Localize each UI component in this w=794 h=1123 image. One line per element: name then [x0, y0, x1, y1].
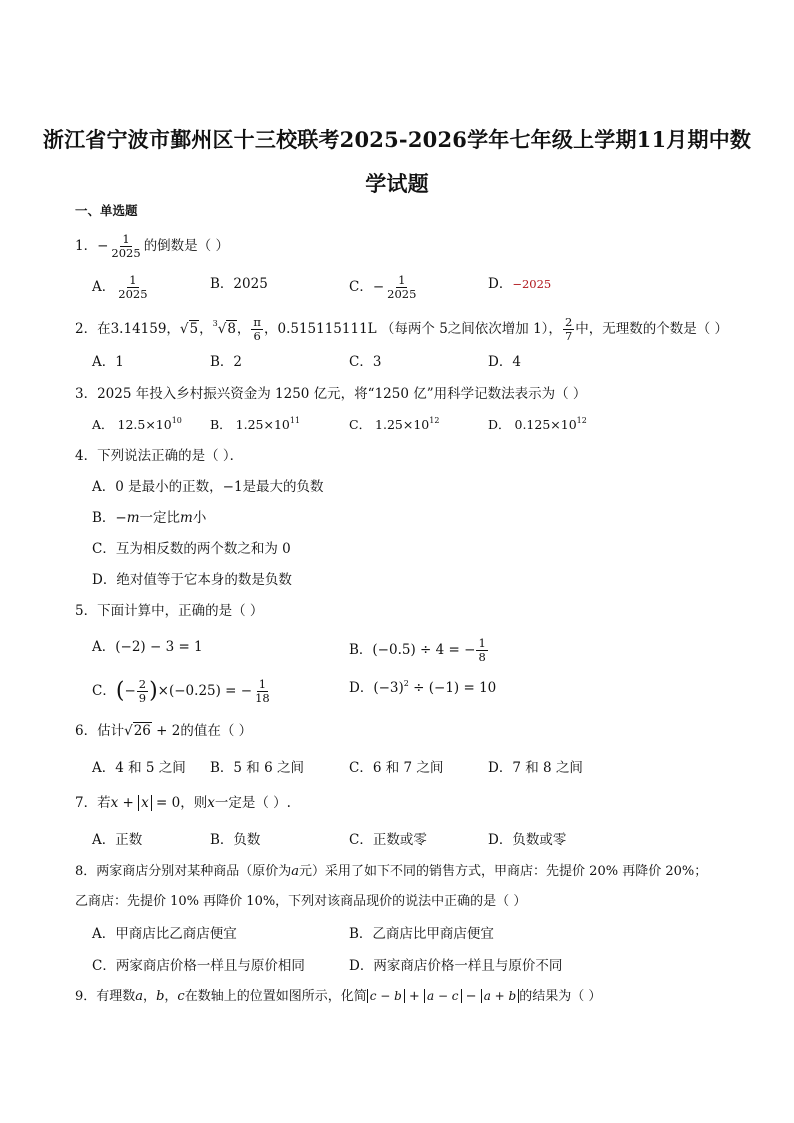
q2-option-a[interactable]: A．1 — [92, 354, 124, 370]
numerator: 2 — [138, 677, 147, 691]
option-label: C． — [92, 683, 116, 699]
q8-option-d[interactable]: D．两家商店价格一样且与原价不同 — [349, 958, 563, 974]
document-title-line1: 浙江省宁波市鄞州区十三校联考2025-2026学年七年级上学期11月期中数 — [42, 127, 752, 152]
operator: − — [461, 989, 481, 1004]
q5-option-c[interactable]: C．(− $\frac{2}{9}$ )×(−0.25) = − $\frac{1}{18}$ — [92, 677, 270, 705]
operator: + — [118, 795, 139, 811]
q3-option-d[interactable] — [488, 415, 587, 435]
minus-sign: − — [372, 279, 385, 295]
option-label: B． — [210, 276, 234, 292]
q5-option-d[interactable] — [349, 678, 496, 698]
absolute-value: a − c — [424, 989, 462, 1003]
denominator: 9 — [138, 691, 147, 705]
q1-option-b[interactable] — [210, 274, 268, 294]
q3-option-a[interactable] — [92, 415, 182, 435]
numerator: 1 — [129, 273, 137, 287]
q5-option-b[interactable] — [349, 637, 489, 664]
absolute-value: a + b — [481, 989, 520, 1003]
question-5: 5．下面计算中，正确的是（ ） — [75, 603, 264, 619]
question-8-line1 — [75, 862, 707, 882]
question-9 — [75, 986, 601, 1007]
operator: + — [404, 989, 424, 1004]
q7-option-b[interactable]: B．负数 — [210, 832, 261, 848]
question-text: 元）采用了如下不同的销售方式，甲商店：先提价 20% 再降价 20%； — [299, 864, 708, 879]
option-text: −2025 — [512, 277, 552, 291]
math-var: a — [135, 989, 144, 1004]
option-text: C． 1.25×10 — [349, 417, 430, 432]
question-2 — [75, 316, 728, 343]
option-text: B． 1.25×10 — [210, 417, 290, 432]
numerator: 1 — [122, 232, 130, 246]
q4-option-b[interactable] — [92, 508, 206, 528]
question-text: 6．估计 — [75, 723, 125, 739]
q4-option-d[interactable]: D．绝对值等于它本身的数是负数 — [92, 572, 292, 588]
denominator: 18 — [255, 691, 270, 705]
fraction — [116, 274, 149, 301]
q8-option-b[interactable]: B．乙商店比甲商店便宜 — [349, 926, 494, 942]
root-index: 3 — [212, 319, 218, 328]
radicand: 26 — [133, 723, 151, 739]
exponent: 12 — [576, 416, 587, 425]
question-text: 7．若 — [75, 795, 111, 811]
question-text: + 2的值在（ ） — [151, 723, 253, 739]
radicand: 8 — [227, 321, 236, 337]
q8-option-c[interactable]: C．两家商店价格一样且与原价相同 — [92, 958, 305, 974]
q7-option-d[interactable]: D．负数或零 — [488, 832, 567, 848]
numerator: 1 — [478, 636, 486, 650]
math-var: a — [291, 864, 300, 879]
question-number: 2． — [75, 321, 98, 337]
math-var: x — [207, 795, 215, 811]
exponent: 11 — [289, 416, 301, 425]
separator: ， — [236, 321, 251, 337]
denominator: 2025 — [111, 246, 141, 260]
numerator: 2 — [564, 315, 573, 329]
numerator: 1 — [258, 677, 267, 691]
question-text: = 0，则 — [151, 795, 208, 811]
question-3: 3．2025 年投入乡村振兴资金为 1250 亿元，将“1250 亿”用科学记数法表示为（ ） — [75, 386, 587, 402]
exponent: 10 — [171, 416, 182, 425]
numerator: π — [253, 315, 261, 329]
fraction — [253, 678, 272, 705]
separator: ， — [143, 989, 157, 1004]
math-var: m — [180, 510, 193, 526]
question-7 — [75, 793, 291, 813]
math-var: c — [177, 989, 185, 1004]
fraction — [476, 637, 487, 664]
numerator: 1 — [398, 273, 406, 287]
option-label: A． — [92, 279, 116, 295]
denominator: 6 — [253, 329, 261, 343]
fraction — [563, 316, 574, 343]
question-text: 在数轴上的位置如图所示，化简 — [184, 989, 367, 1004]
q7-option-c[interactable]: C．正数或零 — [349, 832, 427, 848]
question-1 — [75, 233, 229, 260]
option-text: 一定比 — [139, 510, 181, 526]
q6-option-d[interactable]: D．7 和 8 之间 — [488, 760, 583, 776]
question-text: 中，无理数的个数是（ ） — [575, 321, 729, 337]
question-8-line2: 乙商店：先提价 10% 再降价 10%，下列对该商品现价的说法中正确的是（ ） — [75, 894, 527, 909]
question-text: ，0.515115111L （每两个 5之间依次增加 1）， — [263, 321, 562, 337]
q3-option-c[interactable] — [349, 415, 439, 435]
paren-close: ) — [149, 678, 158, 704]
option-text: ×(−0.25) = − — [157, 683, 253, 699]
question-text: 9．有理数 — [75, 989, 136, 1004]
radicand: 5 — [189, 321, 199, 337]
question-text: 的倒数是（ ） — [143, 238, 229, 254]
fraction — [385, 274, 418, 301]
question-text: 8．两家商店分别对某种商品（原价为 — [75, 864, 292, 879]
paren-open: ( — [115, 678, 125, 704]
question-text: 的结果为（ ） — [519, 989, 602, 1004]
denominator: 8 — [478, 650, 486, 664]
q2-option-b[interactable]: B．2 — [210, 354, 243, 370]
fraction — [251, 316, 263, 343]
q1-option-d[interactable] — [488, 274, 551, 294]
option-text: D． 0.125×10 — [488, 417, 577, 432]
question-6 — [75, 721, 252, 741]
square-root: √26 — [124, 723, 151, 739]
denominator: 7 — [564, 329, 573, 343]
absolute-value: c − b — [367, 989, 405, 1003]
separator: ， — [164, 989, 178, 1004]
q3-option-b[interactable] — [210, 415, 300, 435]
exponent: 12 — [429, 416, 440, 425]
q4-option-c[interactable]: C．互为相反数的两个数之和为 0 — [92, 541, 291, 557]
option-label: B． — [92, 510, 116, 526]
separator: ， — [199, 321, 213, 337]
q1-option-a[interactable] — [92, 274, 151, 301]
q1-option-c[interactable] — [349, 274, 419, 301]
fraction — [137, 678, 148, 705]
q6-option-a[interactable]: A．4 和 5 之间 — [92, 760, 186, 776]
document-title-line2: 学试题 — [365, 171, 429, 196]
option-text: A． 12.5×10 — [92, 417, 172, 432]
q7-option-a[interactable]: A．正数 — [92, 832, 143, 848]
question-text: 在3.14159， — [97, 321, 180, 337]
q5-option-a[interactable]: A．(−2) − 3 = 1 — [92, 639, 203, 655]
question-4: 4．下列说法正确的是（ ）． — [75, 448, 244, 464]
q8-option-a[interactable]: A．甲商店比乙商店便宜 — [92, 926, 237, 942]
minus-sign: − — [97, 238, 109, 254]
q2-option-d[interactable]: D．4 — [488, 354, 521, 370]
fraction — [109, 233, 142, 260]
math-var: x — [110, 795, 119, 811]
option-text: 2025 — [233, 276, 268, 292]
option-text: D．(−3) — [349, 680, 404, 696]
option-text: ÷ (−1) = 10 — [408, 680, 497, 696]
q2-option-c[interactable]: C．3 — [349, 354, 382, 370]
exponent: 2 — [403, 679, 409, 688]
math-var: −m — [115, 510, 140, 526]
q4-option-a[interactable]: A．0 是最小的正数，−1是最大的负数 — [92, 479, 324, 495]
q6-option-c[interactable]: C．6 和 7 之间 — [349, 760, 444, 776]
question-text: 一定是（ ）. — [214, 795, 291, 811]
cube-root: $^3$√8 — [212, 319, 236, 337]
option-label: D． — [488, 276, 513, 292]
square-root: √5 — [179, 321, 199, 337]
denominator: 2025 — [387, 287, 417, 301]
q6-option-b[interactable]: B．5 和 6 之间 — [210, 760, 304, 776]
option-text: 小 — [192, 510, 207, 526]
section-heading: 一、单选题 — [75, 203, 138, 218]
option-label: C． — [349, 279, 373, 295]
question-number: 1． — [75, 238, 98, 254]
denominator: 2025 — [118, 287, 148, 301]
absolute-value: x — [138, 795, 152, 811]
math-var: b — [156, 989, 165, 1004]
option-text: B．(−0.5) ÷ 4 = − — [349, 642, 476, 658]
